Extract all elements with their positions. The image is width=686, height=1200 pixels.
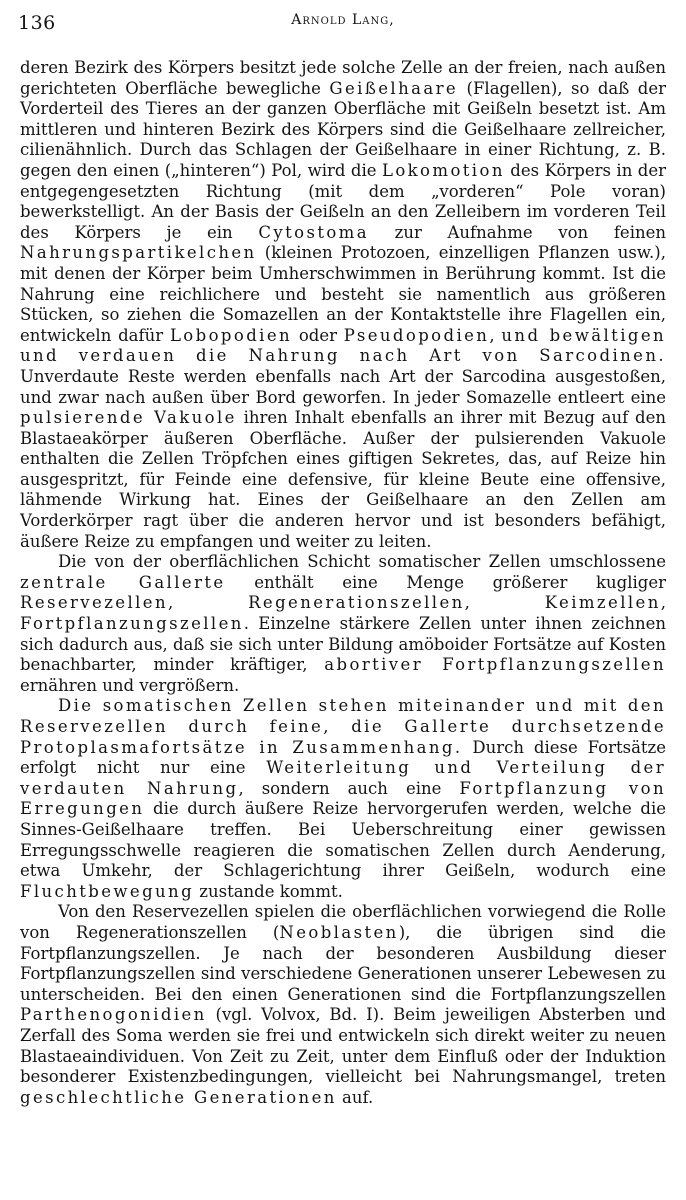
emphasized-text: zentrale Gallerte [20, 572, 226, 592]
paragraph [20, 552, 666, 696]
emphasized-text: Cytostoma [258, 222, 369, 242]
emphasized-text: Die somatischen Zellen stehen miteinander und mit den Reservezellen durch feine, die Gallerte durchsetzende Protoplasmafortsätze in Zusammenhang. [20, 696, 666, 757]
text-run: ), die übrigen sind die Fortpflanzungszellen. Je nach der besonderen Ausbildung dieser Fortpflanzungszellen sind verschiedene Generationen unserer Lebewesen zu unterscheiden. Bei den einen Generationen sind die Fortpflanzungszellen [20, 922, 666, 1004]
emphasized-text: pulsierende Vakuole [20, 408, 237, 428]
text-run: ihren Inhalt ebenfalls an ihrer mit Bezug auf den Blastaeakörper äußeren Oberfläche. Außer der pulsierenden Vakuole enthalten die Zellen Tröpfchen eines giftigen Sekretes, das, auf Reize hin ausgespritzt, für Feinde eine defensive, für kleine Beute eine offensive, lähmende Wirkung hat. Eines der Geißelhaare an den Zellen am Vorderkörper ragt über die anderen hervor und ist besonders befähigt, äußere Reize zu empfangen und weiter zu leiten. [20, 408, 666, 551]
text-run: (vgl. Volvox, Bd. I). Beim jeweiligen Absterben und Zerfall des Soma werden sie frei und entwickeln sich direkt weiter zu neuen Blastaeaindividuen. Von Zeit zu Zeit, unter dem Einfluß oder der Induktion besonderer Existenzbedingungen, vielleicht bei Nahrungsmangel, treten [20, 1005, 666, 1087]
page-number: 136 [18, 12, 56, 34]
emphasized-text: Regenerationszellen [248, 593, 465, 613]
text-run: oder [292, 325, 344, 345]
text-run: zur Aufnahme von feinen [368, 222, 666, 242]
text-run: (Flagellen), so daß der Vorderteil des Tieres an der ganzen Oberfläche mit Geißeln besetzt ist. Am mittleren und hinteren Bezirk des Körpers sind die Geißelhaare zellreicher, cilienähnlich. Durch das Schlagen der Geißelhaare in einer Richtung, z. B. gegen den einen („hinteren“) Pol, wird die [20, 78, 666, 180]
text-run: (kleinen Protozoen, einzelligen Pflanzen usw.), mit denen der Körper beim Umherschwimmen in Berührung kommt. Ist die Nahrung eine reichlichere und besteht sie namentlich aus größeren Stücken, so ziehen die Somazellen an der Kontaktstelle ihre Flagellen ein, entwickeln dafür [20, 243, 666, 345]
emphasized-text: Fortpflanzung von Erregungen [20, 778, 667, 819]
emphasized-text: geschlechtliche Generationen [20, 1087, 337, 1107]
text-run: zustande kommt. [194, 881, 343, 901]
text-run: , [660, 593, 666, 613]
emphasized-text: Keimzellen [544, 593, 661, 613]
text-run: Durch diese Fortsätze erfolgt nicht nur eine [20, 737, 666, 778]
text-run: , [489, 325, 502, 345]
emphasized-text: Lokomotion [381, 160, 505, 180]
emphasized-text: Neoblasten [279, 922, 399, 942]
emphasized-text: Pseudopodien [343, 325, 490, 345]
paragraph [20, 902, 666, 1108]
emphasized-text: Fortpflanzungszellen [20, 614, 244, 634]
emphasized-text: Fluchtbewegung [20, 881, 195, 901]
emphasized-text: Nahrungspartikelchen [20, 243, 257, 263]
emphasized-text: abortiver Fortpflanzungszellen [324, 655, 666, 675]
paragraph [20, 696, 666, 902]
text-run: Von den Reservezellen spielen die oberflächlichen vorwiegend die Rolle von Regenerationszellen ( [20, 902, 666, 942]
emphasized-text: Weiterleitung und Verteilung der verdauten Nahrung [20, 758, 666, 798]
text-run: , [168, 593, 249, 613]
emphasized-text: Parthenogonidien [20, 1005, 207, 1025]
text-run: ernähren und vergrößern. [20, 675, 240, 695]
paragraph [20, 58, 666, 552]
emphasized-text: Lobopodien [169, 325, 293, 345]
emphasized-text: Reservezellen [20, 593, 168, 613]
text-run: deren Bezirk des Körpers besitzt jede solche Zelle an der freien, nach außen gerichteten Oberfläche bewegliche [20, 58, 666, 98]
emphasized-text: und bewältigen und verdauen die Nahrung nach Art von Sarcodinen. [20, 325, 667, 366]
running-head: Arnold Lang, [291, 12, 395, 28]
text-run: Die von der oberflächlichen Schicht somatischer Zellen umschlossene [58, 552, 666, 572]
page-header [18, 12, 668, 40]
text-run: , [464, 593, 545, 613]
text-run: enthält eine Menge größerer kugliger [225, 572, 666, 592]
text-run: die durch äußere Reize hervorgerufen werden, welche die Sinnes-Geißelhaare treffen. Bei Ueberschreitung einer gewissen Erregungsschwelle reagieren die somatischen Zellen durch Aenderung, etwa Umkehr, der Schlagerichtung ihrer Geißeln, wodurch eine [20, 799, 666, 881]
text-run: . Einzelne stärkere Zellen unter ihnen zeichnen sich dadurch aus, daß sie sich unter Bildung amöboider Fortsätze auf Kosten benachbarter, minder kräftiger, [20, 614, 666, 675]
text-run: des Körpers in der entgegengesetzten Richtung (mit dem „vorderen“ Pole voran) bewerkstelligt. An der Basis der Geißeln an den Zelleibern im vorderen Teil des Körpers je ein [20, 160, 667, 242]
text-run: auf. [336, 1087, 374, 1107]
emphasized-text: Geißelhaare [329, 78, 459, 98]
text-run: Unverdaute Reste werden ebenfalls nach Art der Sarcodina ausgestoßen, und zwar nach außen über Bord geworfen. In jeder Somazelle entleert eine [20, 366, 666, 407]
text-run: , sondern auch eine [238, 778, 460, 798]
body-text [20, 58, 666, 1108]
